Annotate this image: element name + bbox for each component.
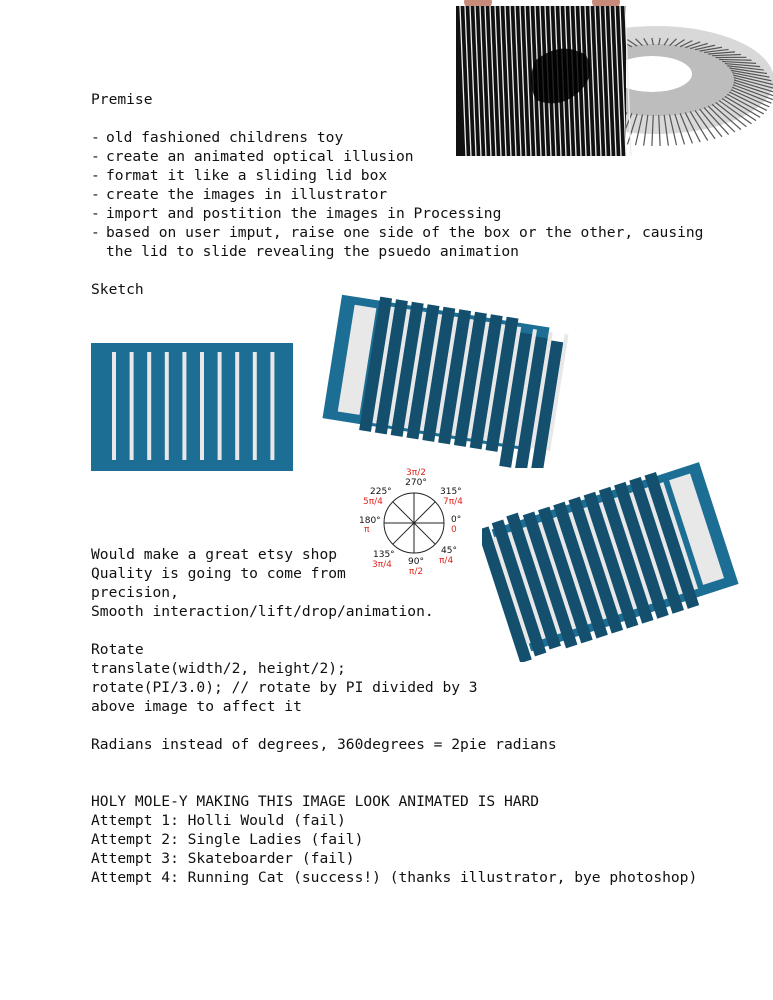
attempt-line: Attempt 2: Single Ladies (fail) (91, 831, 364, 848)
premise-bullet: - create the images in illustrator (91, 186, 388, 203)
rotate-heading: Rotate (91, 641, 144, 658)
premise-bullet: - import and postition the images in Processing (91, 205, 502, 222)
note-line: precision, (91, 584, 179, 601)
degree-label: 0° (451, 515, 462, 525)
sketch-heading: Sketch (91, 281, 144, 298)
unit-circle-diagram (355, 464, 470, 579)
note-line: Quality is going to come from (91, 565, 346, 582)
radian-label: π/2 (408, 567, 424, 577)
radian-label: 5π/4 (363, 497, 383, 507)
attempt-line: Attempt 3: Skateboarder (fail) (91, 850, 355, 867)
hero-illusion-photo (456, 0, 773, 160)
degree-label: 90° (408, 557, 424, 567)
radian-label: 3π/2 (406, 468, 426, 478)
attempt-line: Attempt 1: Holli Would (fail) (91, 812, 346, 829)
code-line: rotate(PI/3.0); // rotate by PI divided by 3 (91, 679, 478, 696)
sketch-box-closed (88, 340, 298, 479)
note-line: Smooth interaction/lift/drop/animation. (91, 603, 434, 620)
premise-bullet: - based on user imput, raise one side of the box or the other, causing (91, 224, 704, 241)
premise-bullet: - old fashioned childrens toy (91, 129, 344, 146)
code-line: translate(width/2, height/2); (91, 660, 346, 677)
attempts-heading: HOLY MOLE-Y MAKING THIS IMAGE LOOK ANIMATED IS HARD (91, 793, 540, 810)
sketch-box-tilted-right (482, 452, 740, 667)
premise-bullet: - create an animated optical illusion (91, 148, 414, 165)
radian-label: 3π/4 (372, 560, 392, 570)
premise-heading: Premise (91, 91, 153, 108)
degree-label: 315° (440, 487, 462, 497)
radian-label: π/4 (439, 556, 454, 566)
radian-label: 7π/4 (443, 497, 463, 507)
degree-label: 45° (441, 546, 457, 556)
degree-label: 180° (359, 516, 381, 526)
premise-bullet: - format it like a sliding lid box (91, 167, 388, 184)
radian-label: 0 (451, 525, 457, 535)
radians-note: Radians instead of degrees, 360degrees = 2pie radians (91, 736, 557, 753)
degree-label: 270° (405, 478, 427, 488)
degree-label: 225° (370, 487, 392, 497)
attempt-line: Attempt 4: Running Cat (success!) (thanks illustrator, bye photoshop) (91, 869, 698, 886)
degree-label: 135° (373, 550, 395, 560)
premise-bullet-continued: the lid to slide revealing the psuedo animation (106, 243, 519, 260)
note-line: Would make a great etsy shop (91, 546, 338, 563)
radian-label: π (364, 525, 370, 535)
sketch-box-tilted-left (318, 292, 574, 473)
rotate-note: above image to affect it (91, 698, 302, 715)
